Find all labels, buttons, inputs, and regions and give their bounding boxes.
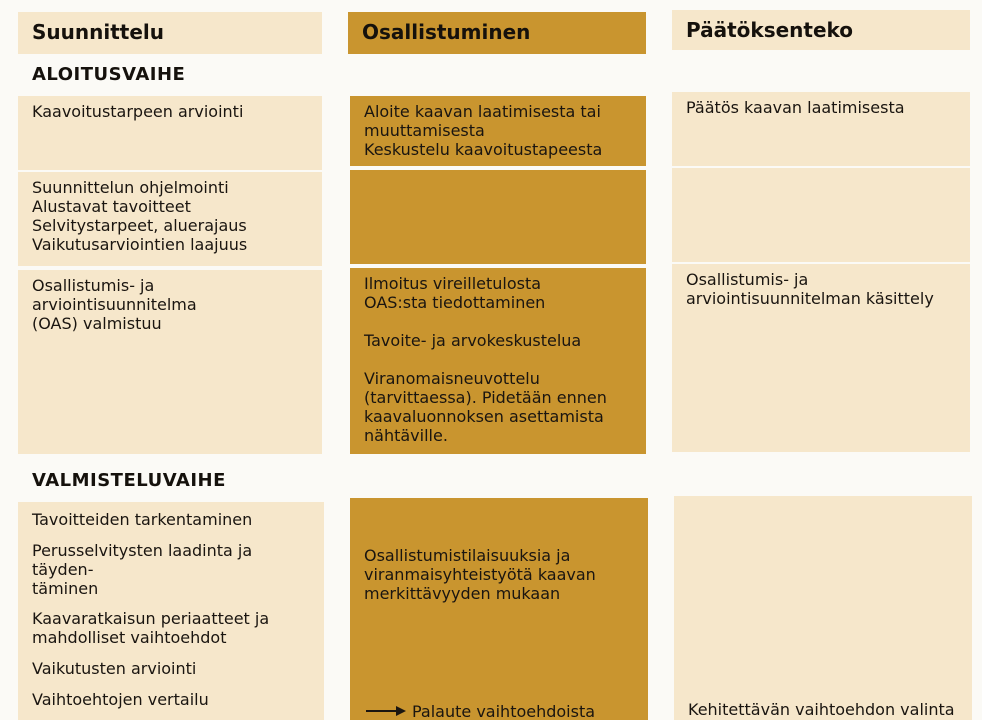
feedback-line [366,702,595,720]
cell-line: Kaavaratkaisun periaatteet ja [32,609,270,628]
aloitus-row2-osallistuminen [350,170,646,264]
phase-aloitusvaihe: ALOITUSVAIHE [32,64,186,85]
cell-line: täminen [32,579,99,598]
cell-line: mahdolliset vaihtoehdot [32,628,227,647]
header-suunnittelu [18,12,322,54]
header-osallistuminen [348,12,646,54]
cell-line: Aloite kaavan laatimisesta tai [364,102,601,121]
cell-line: viranmaisyhteistyötä kaavan [364,565,596,584]
cell-line: arviointisuunnitelma [32,295,197,314]
header-osallistuminen-label: Osallistuminen [362,20,531,44]
aloitus-row2-paatoksenteko [672,168,970,262]
cell-line: Vaihtoehtojen vertailu [32,690,209,709]
header-paatoksenteko [672,10,970,50]
cell-line: Vaikutusarviointien laajuus [32,235,248,254]
header-paatoksenteko-label: Päätöksenteko [686,18,854,42]
cell-line: kaavaluonnoksen asettamista [364,407,604,426]
cell-line: Kaavoitustarpeen arviointi [32,102,244,121]
cell-line: Ilmoitus vireilletulosta [364,274,542,293]
cell-line: Perusselvitysten laadinta ja täyden- [32,541,253,579]
cell-line: Tavoite- ja arvokeskustelua [364,331,582,350]
valmistelu-osallistuminen [350,498,648,720]
aloitus-row1-osallistuminen [350,96,646,166]
cell-line: Kehitettävän vaihtoehdon valinta [688,700,955,719]
arrow-right-icon [366,705,406,717]
aloitus-row3-osallistuminen [350,268,646,454]
phase-valmisteluvaihe: VALMISTELUVAIHE [32,470,226,491]
cell-line: Vaikutusten arviointi [32,659,197,678]
cell-line: arviointisuunnitelman käsittely [686,289,934,308]
cell-line: Keskustelu kaavoitustapeesta [364,140,603,159]
cell-line: Osallistumis- ja [686,270,809,289]
cell-line: nähtäville. [364,426,448,445]
cell-line: Viranomaisneuvottelu [364,369,540,388]
cell-line: Selvitystarpeet, aluerajaus [32,216,247,235]
header-suunnittelu-label: Suunnittelu [32,20,164,44]
cell-line: OAS:sta tiedottaminen [364,293,546,312]
cell-line: muuttamisesta [364,121,485,140]
cell-line: Päätös kaavan laatimisesta [686,98,905,117]
cell-line: merkittävyyden mukaan [364,584,561,603]
cell-line: (tarvittaessa). Pidetään ennen [364,388,607,407]
aloitus-row2-suunnittelu [18,172,322,266]
cell-line: Suunnittelun ohjelmointi [32,178,229,197]
aloitus-row3-suunnittelu [18,270,322,454]
valmistelu-suunnittelu [18,502,324,720]
cell-line: Osallistumistilaisuuksia ja [364,546,571,565]
cell-line: Osallistumis- ja [32,276,155,295]
aloitus-row3-paatoksenteko [672,264,970,452]
aloitus-row1-paatoksenteko [672,92,970,166]
valmistelu-paatoksenteko [674,496,972,720]
aloitus-row1-suunnittelu [18,96,322,170]
cell-line: Tavoitteiden tarkentaminen [32,510,253,529]
feedback-text: Palaute vaihtoehdoista [412,702,596,720]
cell-line: Alustavat tavoitteet [32,197,191,216]
cell-line: (OAS) valmistuu [32,314,162,333]
